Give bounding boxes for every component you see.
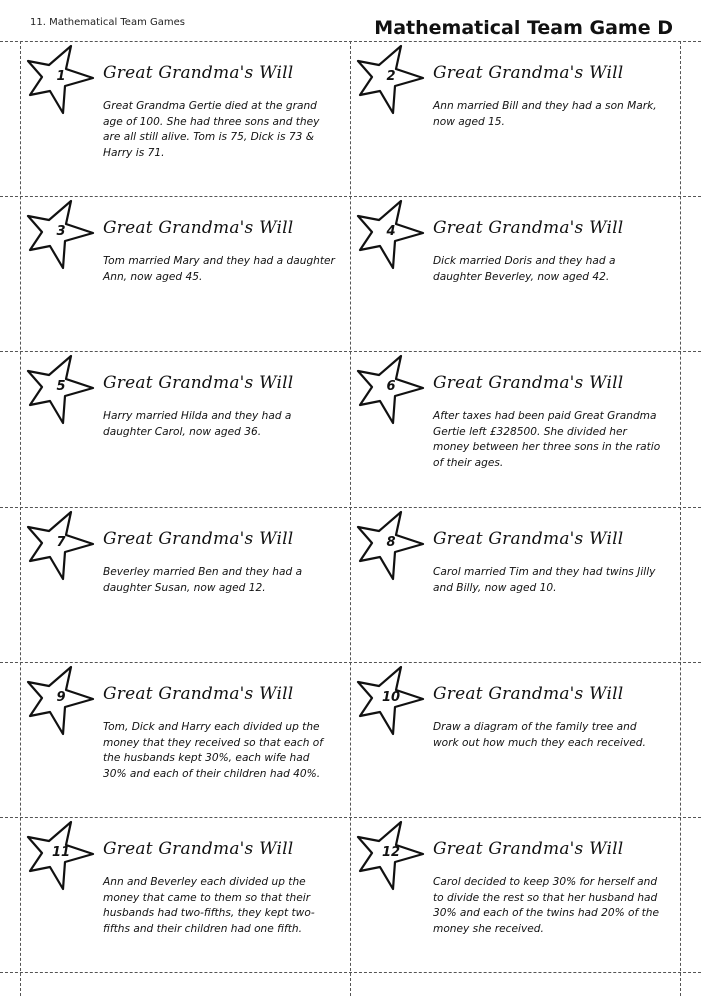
card-number: 5 [56,379,66,394]
game-card [355,819,670,969]
card-title: Great Grandma's Will [103,684,294,704]
card-text: Great Grandma Gertie died at the grand age of 100. She had three sons and they are all still alive. Tom is 75, Dick is 73 & Harry is 71. [103,100,320,159]
card-title: Great Grandma's Will [103,218,294,238]
card-title: Great Grandma's Will [433,373,624,393]
card-title: Great Grandma's Will [433,529,624,549]
card-number: 11 [51,845,71,860]
card-title: Great Grandma's Will [103,529,294,549]
card-number: 8 [386,535,396,550]
card-title: Great Grandma's Will [433,684,624,704]
game-card [25,43,340,193]
card-title: Great Grandma's Will [433,63,624,83]
cut-line [680,41,681,996]
card-number: 9 [56,690,66,705]
game-card [355,353,670,503]
card-text: Draw a diagram of the family tree and work out how much they each received. [433,721,646,749]
section-label: 11. Mathematical Team Games [30,17,185,28]
card-number: 2 [386,69,396,84]
card-number: 1 [56,69,66,84]
card-title: Great Grandma's Will [433,839,624,859]
card-text: Tom married Mary and they had a daughter Ann, now aged 45. [103,255,335,283]
game-card [355,664,670,814]
game-card [355,43,670,193]
card-text: Ann married Bill and they had a son Mark, now aged 15. [433,100,657,128]
card-title: Great Grandma's Will [103,373,294,393]
card-text: Dick married Doris and they had a daughter Beverley, now aged 42. [433,255,616,283]
game-card [355,509,670,659]
card-text: Ann and Beverley each divided up the money that came to them so that their husbands had two-fifths, they kept two-fifths and their children had one fifth. [103,876,315,935]
card-number: 3 [56,224,66,239]
card-title: Great Grandma's Will [433,218,624,238]
game-card [25,509,340,659]
card-title: Great Grandma's Will [103,839,294,859]
game-card [25,819,340,969]
card-text: Carol decided to keep 30% for herself and to divide the rest so that her husband had 30% and each of the twins had 20% of the money she received. [433,876,659,935]
game-card [25,664,340,814]
card-number: 4 [386,224,396,239]
cut-line [20,41,21,996]
card-text: Beverley married Ben and they had a daughter Susan, now aged 12. [103,566,303,594]
card-title: Great Grandma's Will [103,63,294,83]
card-number: 12 [381,845,401,860]
page-title: Mathematical Team Game D [374,17,673,39]
card-text: Carol married Tim and they had twins Jilly and Billy, now aged 10. [433,566,656,594]
card-number: 7 [56,535,66,550]
card-text: After taxes had been paid Great Grandma Gertie left £328500. She divided her money between her three sons in the ratio of their ages. [433,410,661,469]
card-text: Tom, Dick and Harry each divided up the money that they received so that each of the husbands kept 30%, each wife had 30% and each of their children had 40%. [103,721,323,780]
card-number: 6 [386,379,396,394]
game-card [25,353,340,503]
card-number: 10 [381,690,401,705]
game-card [25,198,340,348]
game-card [355,198,670,348]
cut-line [350,41,351,996]
card-text: Harry married Hilda and they had a daughter Carol, now aged 36. [103,410,292,438]
